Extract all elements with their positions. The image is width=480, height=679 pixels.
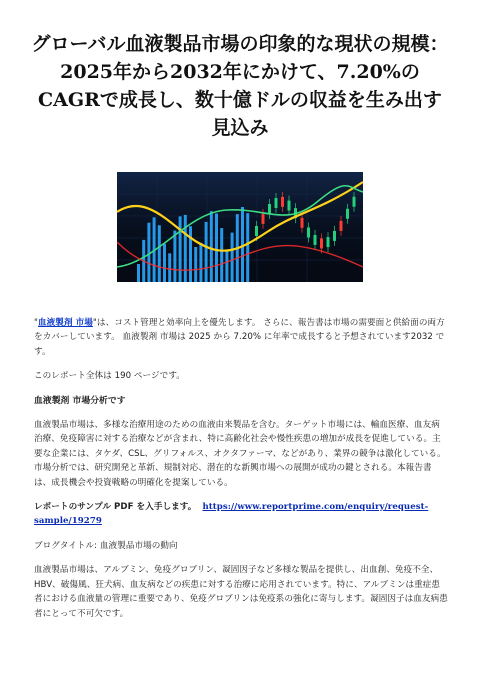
sample-request-link[interactable]: https://www.reportprime.com/enquiry/request-sample/19279 bbox=[34, 502, 429, 527]
sample-request-line bbox=[34, 500, 448, 529]
analysis-body: 血液製品市場は、多様な治療用途のための血液由来製品を含む。ターゲット市場には、輸血医療、血友病治療、免疫障害に対する治療などが含まれ、特に高齢化社会や慢性疾患の増加が成長を促進している。主要な企業には、タケダ、CSL、グリフォルス、オクタファーマ、などがあり、業界の競争は激化している。市場分析では、研究開発と革新、規制対応、潜在的な新興市場への展開が成功の鍵とされる。本報告書は、成長機会や投資戦略の明確化を提案している。 bbox=[34, 420, 446, 488]
stock-chart-image-icon bbox=[117, 172, 363, 282]
image-bar bbox=[199, 243, 202, 282]
image-bar bbox=[163, 244, 166, 282]
market-link[interactable]: 血液製剤 市場 bbox=[38, 318, 93, 328]
image-bar bbox=[215, 213, 218, 282]
image-bar bbox=[179, 216, 182, 282]
article-body bbox=[34, 316, 448, 621]
image-bar bbox=[231, 233, 234, 282]
image-bar bbox=[137, 264, 140, 282]
image-bar bbox=[246, 213, 249, 282]
intro-paragraph bbox=[34, 316, 448, 359]
image-bar bbox=[147, 223, 150, 282]
image-bar bbox=[194, 247, 197, 282]
image-bar bbox=[210, 211, 213, 282]
image-bar bbox=[225, 250, 228, 282]
image-bar bbox=[184, 215, 187, 282]
analysis-heading: 血液製剤 市場分析です bbox=[34, 395, 126, 406]
pages-note: このレポート全体は 190 ページです。 bbox=[34, 371, 185, 382]
stock-chart-image bbox=[117, 172, 363, 282]
image-bar bbox=[168, 253, 171, 282]
image-bar bbox=[158, 225, 161, 282]
image-bar bbox=[205, 222, 208, 282]
image-bar bbox=[220, 228, 223, 282]
image-bar bbox=[189, 226, 192, 282]
page-title: グローバル血液製品市場の印象的な現状の規模：2025年から2032年にかけて、7.20%のCAGRで成長し、数十億ドルの収益を生み出す見込み bbox=[31, 33, 449, 139]
image-bar bbox=[173, 231, 176, 282]
quote-mark: " bbox=[34, 318, 39, 328]
blog-title: ブログタイトル: 血液製品市場の動向 bbox=[34, 540, 178, 551]
intro-text: "は、コスト管理と効率向上を優先します。 さらに、報告書は市場の需要面と供給面の両方をカバーしています。 血液製剤 市場は 2025 から 7.20% に年率で成長すると予想されています2032 です。 bbox=[34, 318, 445, 357]
products-paragraph: 血液製品市場は、アルブミン、免疫グロブリン、凝固因子など多様な製品を提供し、出血創、免疫不全、HBV、破傷風、狂犬病、血友病などの疾患に対する治療に応用されています。特に、アルブミンは重症患者における血液量の管理に重要であり、免疫グロブリンは免疫系の強化に寄与します。凝固因子は血友病患者にとって不可欠です。 bbox=[34, 565, 448, 619]
sample-label: レポートのサンプル PDF を入手します。 bbox=[34, 502, 197, 513]
